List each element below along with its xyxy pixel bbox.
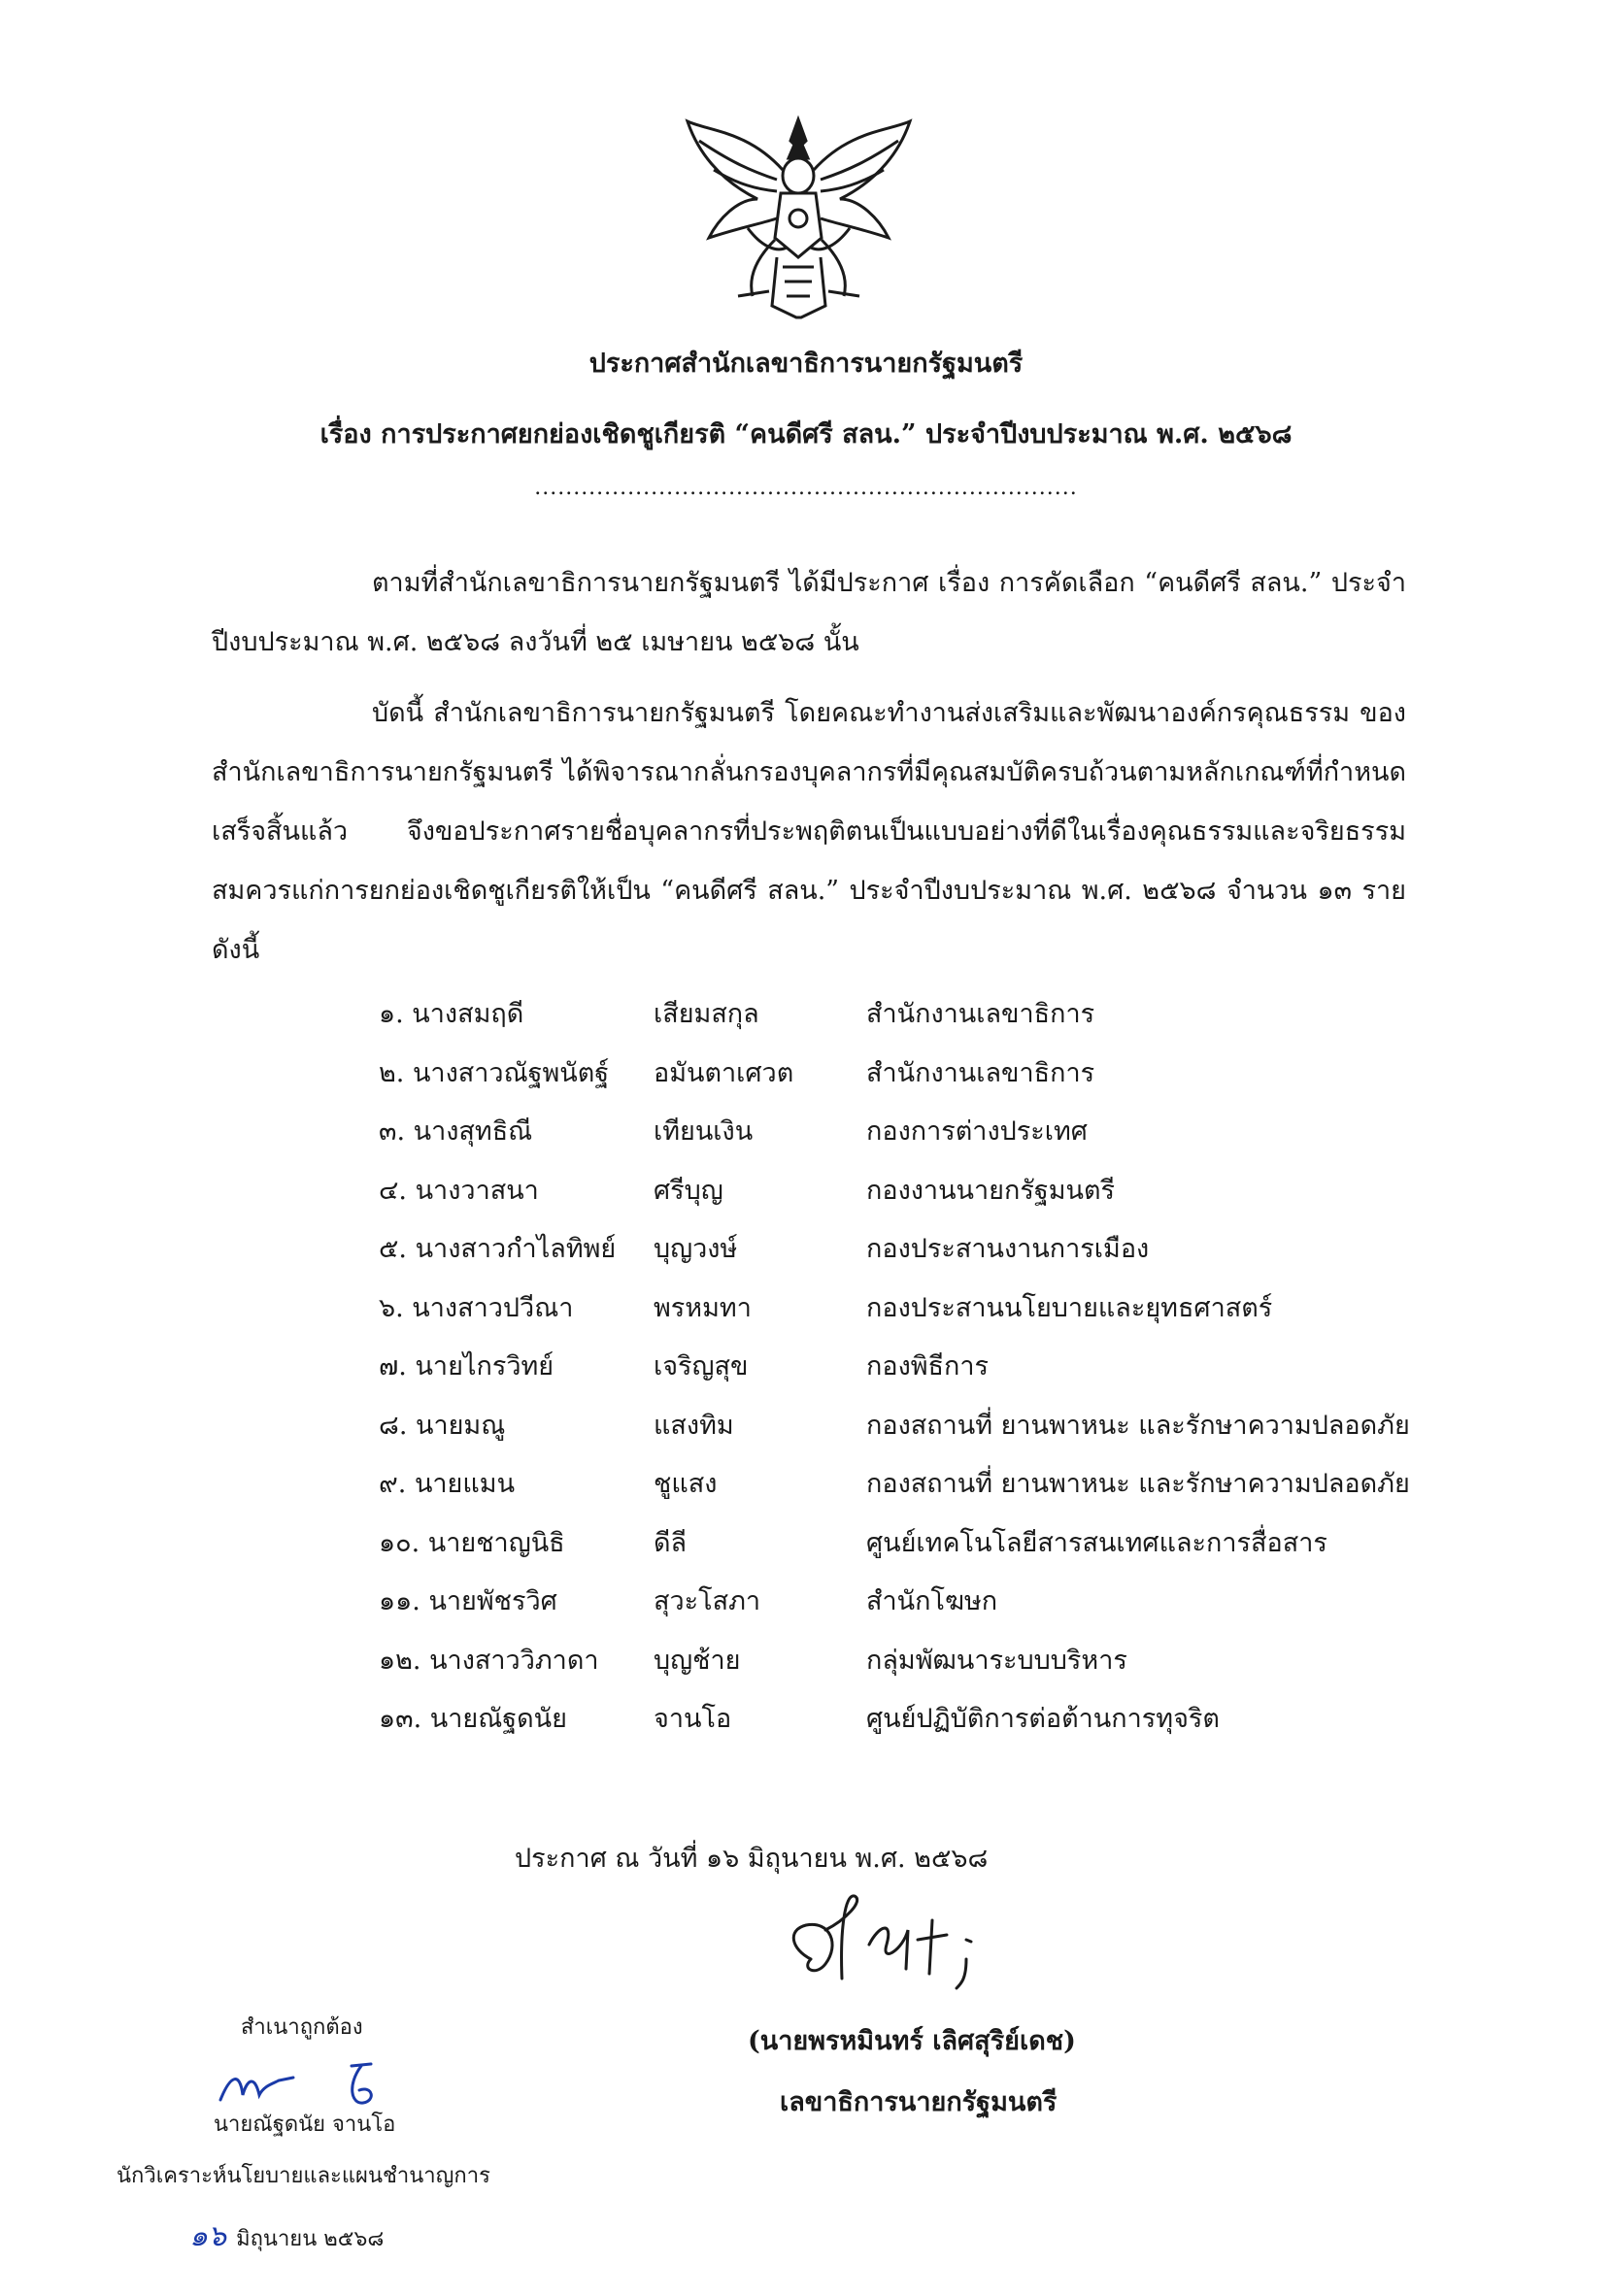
honoree-unit: กองงานนายกรัฐมนตรี	[866, 1175, 1116, 1206]
signer-name: (นายพรหมินทร์ เลิศสุริย์เดช)	[748, 2026, 1076, 2056]
honoree-unit: สำนักโฆษก	[866, 1586, 998, 1616]
honoree-surname: เทียนเงิน	[654, 1116, 754, 1147]
paragraph-announcement	[212, 683, 1406, 980]
announcement-subject: เรื่อง การประกาศยกย่องเชิดชูเกียรติ “คนดีศรี สลน.” ประจำปีงบประมาณ พ.ศ. ๒๕๖๘	[319, 419, 1293, 449]
paragraph-announcement-text: บัดนี้ สำนักเลขาธิการนายกรัฐมนตรี โดยคณะทำงานส่งเสริมและพัฒนาองค์กรคุณธรรม ของสำนักเลขาธิการนายกรัฐมนตรี ได้พิจารณากลั่นกรองบุคลากรที่มีคุณสมบัติครบถ้วนตามหลักเกณฑ์ที่กำหนด เสร็จสิ้นแล้ว จึงขอประกาศรายชื่อบุคลากรที่ประพฤติตนเป็นแบบอย่างที่ดีในเรื่องคุณธรรมและจริยธรรม สมควรแก่การยกย่องเชิดชูเกียรติให้เป็น “คนดีศรี สลน.” ประจำปีงบประมาณ พ.ศ. ๒๕๖๘ จำนวน ๑๓ ราย ดังนี้	[212, 698, 1406, 965]
honoree-name: ๑๓. นายณัฐดนัย	[379, 1704, 567, 1734]
honoree-unit: กองประสานนโยบายและยุทธศาสตร์	[866, 1292, 1273, 1323]
honoree-name: ๘. นายมณู	[379, 1410, 506, 1441]
paragraph-reference	[212, 553, 1406, 672]
honoree-surname: อมันตาเศวต	[654, 1057, 794, 1088]
honoree-unit: กองสถานที่ ยานพาหนะ และรักษาความปลอดภัย	[866, 1469, 1410, 1499]
honoree-name: ๑. นางสมฤดี	[379, 999, 524, 1029]
honoree-surname: สุวะโสภา	[654, 1586, 761, 1616]
honoree-unit: ศูนย์ปฏิบัติการต่อต้านการทุจริต	[866, 1704, 1220, 1734]
announcement-title: ประกาศสำนักเลขาธิการนายกรัฐมนตรี	[588, 349, 1024, 379]
honoree-surname: เสียมสกุล	[654, 999, 759, 1029]
honoree-unit: กลุ่มพัฒนาระบบบริหาร	[866, 1645, 1127, 1676]
honoree-unit: กองพิธีการ	[866, 1351, 990, 1381]
honoree-surname: เจริญสุข	[654, 1351, 749, 1381]
honoree-name: ๙. นายแมน	[379, 1469, 516, 1499]
certified-copy-label: สำเนาถูกต้อง	[241, 2015, 363, 2040]
honoree-surname: ศรีบุญ	[654, 1175, 723, 1206]
honoree-surname: ดีลี	[654, 1527, 688, 1558]
certified-copy-date	[189, 2213, 384, 2259]
separator-line: ......................................................................	[534, 476, 1078, 500]
honoree-name: ๑๒. นางสาววิภาดา	[379, 1645, 599, 1676]
honoree-name: ๗. นายไกรวิทย์	[379, 1351, 554, 1381]
garuda-emblem-icon	[680, 112, 918, 320]
honoree-unit: กองประสานงานการเมือง	[866, 1234, 1150, 1264]
honoree-unit: กองสถานที่ ยานพาหนะ และรักษาความปลอดภัย	[866, 1410, 1410, 1441]
handwritten-day: ๑๖	[189, 2219, 227, 2253]
honoree-unit: กองการต่างประเทศ	[866, 1116, 1088, 1147]
honoree-unit: สำนักงานเลขาธิการ	[866, 1057, 1095, 1088]
certified-copy-name: นายณัฐดนัย จานโอ	[214, 2113, 396, 2137]
honoree-name: ๕. นางสาวกำไลทิพย์	[379, 1234, 617, 1264]
signer-title: เลขาธิการนายกรัฐมนตรี	[780, 2087, 1058, 2117]
issued-date: ประกาศ ณ วันที่ ๑๖ มิถุนายน พ.ศ. ๒๕๖๘	[515, 1844, 989, 1874]
honoree-unit: สำนักงานเลขาธิการ	[866, 999, 1095, 1029]
honoree-name: ๒. นางสาวณัฐพนัตฐ์	[379, 1057, 610, 1088]
honoree-surname: แสงทิม	[654, 1410, 734, 1441]
certified-copy-title: นักวิเคราะห์นโยบายและแผนชำนาญการ	[117, 2164, 490, 2188]
honoree-name: ๑๐. นายชาญนิธิ	[379, 1527, 565, 1558]
honoree-name: ๖. นางสาวปวีณา	[379, 1292, 574, 1323]
honoree-surname: ชูแสง	[654, 1469, 718, 1499]
certified-copy-date-rest: มิถุนายน ๒๕๖๘	[236, 2227, 385, 2251]
honoree-name: ๑๑. นายพัชรวิศ	[379, 1586, 557, 1616]
honoree-surname: บุญช้าย	[654, 1645, 741, 1676]
honoree-unit: ศูนย์เทคโนโลยีสารสนเทศและการสื่อสาร	[866, 1527, 1327, 1558]
honoree-surname: จานโอ	[654, 1704, 732, 1734]
honoree-name: ๓. นางสุทธิณี	[379, 1116, 533, 1147]
honoree-name: ๔. นางวาสนา	[379, 1175, 539, 1206]
honoree-surname: พรหมทา	[654, 1292, 752, 1323]
paragraph-reference-text: ตามที่สำนักเลขาธิการนายกรัฐมนตรี ได้มีประกาศ เรื่อง การคัดเลือก “คนดีศรี สลน.” ประจำปีงบประมาณ พ.ศ. ๒๕๖๘ ลงวันที่ ๒๕ เมษายน ๒๕๖๘ นั้น	[212, 568, 1406, 657]
honoree-surname: บุญวงษ์	[654, 1234, 738, 1264]
signature-icon	[772, 1891, 1024, 1998]
